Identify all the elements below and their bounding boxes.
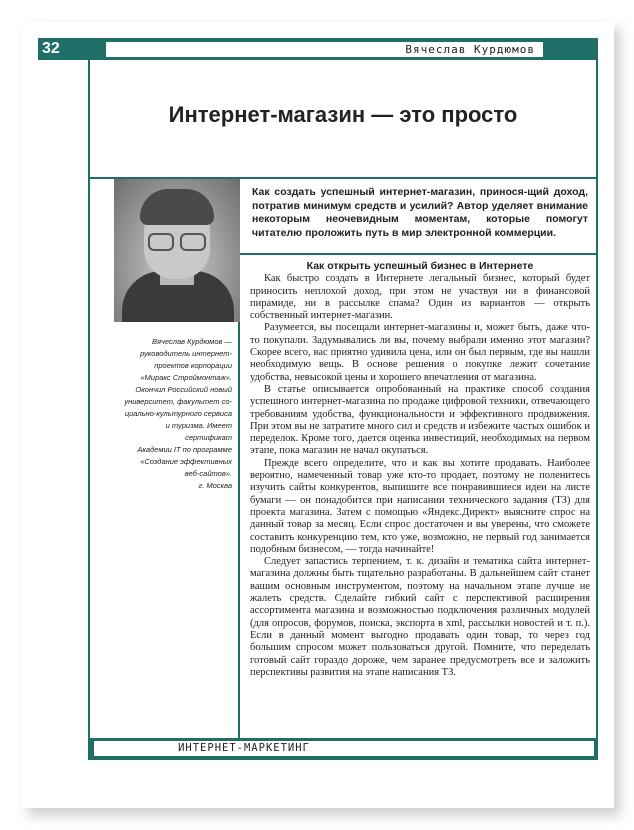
article-paragraph: В статье описывается опробованный на практике способ создания успешного интернет-магазина по продаже цифровой техники, отвечающего требованиям удобства, функциональности и эффективного продвижения. При этом вы не затратите много сил и средств и избежите частых ошибок и переделок. Кроме того, дается оценка инвестиций, необходимых на первом этапе, пока магазин не начал окупаться. (250, 383, 590, 457)
header-bar-end (543, 38, 598, 60)
caption-line: Окончил Российский новый (135, 385, 232, 394)
author-caption (122, 336, 232, 492)
caption-line: Вячеслав Курдюмов — (152, 337, 232, 346)
article-paragraph: Как быстро создать в Интернете легальный бизнес, который будет приносить неплохой доход, при этом не участвуя ни в финансовой пирамиде, ни в рассылке спама? Один из вариантов — открыть собственный интернет-магазин. (250, 273, 590, 322)
article-paragraph: Прежде всего определите, что и как вы хотите продавать. Наиболее вероятно, намеченный товар уже кто-то продает, поэтому не поленитесь изучить сайты конкурентов, выпишите все понравившиеся идеи на листе бумаги — он понадобится при написании технического задания (ТЗ) для проекта магазина. Затем с помощью «Яндекс.Директ» выясните спрос на данный товар за месяц. Если спрос достаточен и вы уверены, что сможете составить конкуренцию тем, кто уже, возможно, не первый год занимается подобным бизнесом, — тогда начинайте! (250, 457, 590, 555)
lead-divider (240, 253, 598, 255)
caption-line: г. Москва (198, 481, 232, 490)
caption-line: руководитель интернет- (140, 349, 232, 358)
caption-line: Академии IT по программе (137, 445, 232, 454)
section-heading: Как открыть успешный бизнес в Интернете (306, 260, 534, 272)
article-paragraph: Следует запастись терпением, т. к. дизайн и тематика сайта интернет-магазина должны быть тщательно разработаны. В дальнейшем сайт станет вашим основным инструментом, поэтому на начальном этапе лучше не жалеть средств. Сделайте гибкий сайт с перспективой расширения ассортимента магазина и возможностью подключения различных модулей (для опросов, форумов, поиска, экспорта в xml, рассылки новостей и т. п.). Если в данный момент выгодно продавать один товар, то через год большим спросом может пользоваться другой. Помните, что переделать готовый сайт гораздо дороже, чем заранее предусмотреть все и заложить перспективы развития на этапе написания ТЗ. (250, 556, 590, 678)
magazine-page (22, 22, 614, 808)
caption-line: «Создание эффективных (140, 457, 232, 466)
caption-line: веб-сайтов». (184, 469, 232, 478)
caption-line: и туризма. Имеет сертификат (165, 421, 232, 442)
caption-line: «Миракс Строймонтаж». (140, 373, 232, 382)
article-title: Интернет-магазин — это просто (168, 102, 518, 127)
photo-glasses-left (148, 233, 174, 251)
photo-glasses-right (180, 233, 206, 251)
article-lead: Как создать успешный интернет-магазин, принося-щий доход, потратив минимум средств и усилий? Автор уделяет внимание некоторым неочевидным моментам, которые помогут читателю проложить путь в мир электронной коммерции. (252, 186, 588, 239)
footer-section-label: ИНТЕРНЕТ-МАРКЕТИНГ (178, 742, 310, 754)
article-paragraph: Разумеется, вы посещали интернет-магазины и, может быть, даже что-то покупали. Задумывались ли вы, почему выбрали именно этот магазин? Скорее всего, вас приятно удивила цена, или он был первым, где вы нашли необходимую вещь. В основе решения о покупке лежит сочетание удобства, невысокой цены и хорошего впечатления от магазина. (250, 322, 590, 383)
page-number: 32 (42, 40, 60, 57)
article-body (250, 260, 590, 679)
header-author: Вячеслав Курдюмов (405, 43, 535, 56)
caption-line: проектов корпорации (154, 361, 232, 370)
caption-line: университет, факультет со- (124, 397, 232, 406)
caption-line: циально-культурного сервиса (124, 409, 232, 418)
photo-hair-shape (140, 189, 214, 225)
author-portrait-icon (114, 179, 240, 322)
